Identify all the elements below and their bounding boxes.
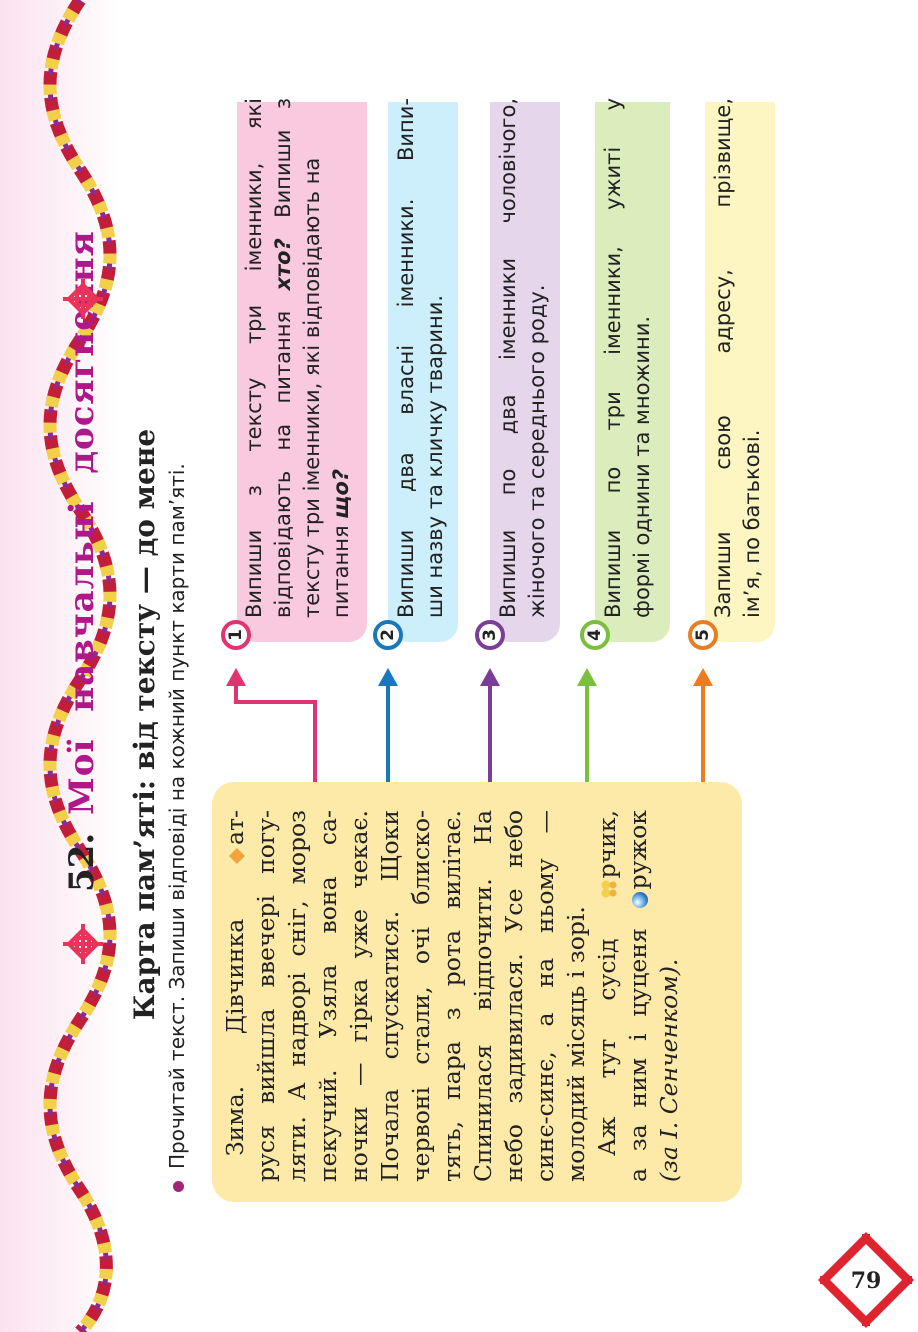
card-line-part: відповідають на питання bbox=[271, 290, 295, 618]
story-line: ляти. А надворі сніг, мороз bbox=[283, 810, 311, 1182]
page-number: 79 bbox=[850, 1268, 882, 1294]
lesson-title: Мої навчальні досягнення bbox=[62, 230, 102, 815]
story-line: синє-синє, а на ньому — bbox=[531, 810, 559, 1182]
card-line: Випиши по три іменники, ужиті у bbox=[601, 98, 625, 618]
card-number-5: 5 bbox=[688, 620, 718, 650]
arrowhead-2-icon bbox=[378, 668, 398, 686]
card-line: Випиши два власні іменники. Випи- bbox=[394, 98, 418, 618]
card-line: Випиши з тексту три іменники, які bbox=[242, 98, 266, 618]
story-line: пекучий. Узяла вона са- bbox=[314, 810, 342, 1182]
story-line: руся вийшла ввечері погу- bbox=[252, 810, 280, 1182]
card-line bbox=[327, 98, 356, 618]
card-2-text bbox=[392, 98, 450, 618]
story-line: молодий місяць і зорі. bbox=[562, 906, 590, 1182]
card-number-2: 2 bbox=[373, 620, 403, 650]
story-line: Почала спускатися. Щоки bbox=[376, 810, 404, 1182]
arrowhead-3-icon bbox=[480, 668, 500, 686]
card-line: ши назву та кличку тварини. bbox=[423, 294, 447, 618]
story-line-text: рчик, bbox=[593, 810, 621, 879]
card-line-part: питання bbox=[329, 518, 353, 618]
card-3-text bbox=[494, 98, 552, 618]
story-line: ночки — гірка уже чекає. bbox=[345, 810, 373, 1182]
card-number-3: 3 bbox=[475, 620, 505, 650]
instruction-text: Прочитай текст. Запиши відповіді на кожний пункт карти пам’яті. bbox=[165, 463, 189, 1169]
story-source-text: (за І. Сенченком). bbox=[655, 958, 683, 1182]
story-line: небо задивилася. Усе небо bbox=[500, 810, 528, 1182]
main-heading: Карта пам’яті: від тексту — до мене bbox=[128, 428, 161, 1020]
card-line: жіночого та середнього роду. bbox=[525, 284, 549, 618]
card-line-emphasis: хто? bbox=[271, 238, 295, 291]
arrowhead-5-icon bbox=[693, 668, 713, 686]
card-line: Запиши свою адресу, прізвище, bbox=[711, 98, 735, 618]
lesson-number: 52. bbox=[62, 832, 102, 892]
card-line: Випиши по два іменники чоловічого, bbox=[496, 98, 520, 618]
arrowhead-4-icon bbox=[577, 668, 597, 686]
card-1-text bbox=[240, 98, 356, 618]
card-line-emphasis: що? bbox=[329, 468, 353, 519]
card-line: тексту три іменники, які відповідають на bbox=[300, 157, 324, 618]
card-line-part: Випиши з bbox=[271, 98, 295, 239]
story-line: червоні стали, очі блиско- bbox=[407, 810, 435, 1182]
card-5-text bbox=[709, 98, 767, 618]
story-line: Спинилася відпочити. На bbox=[469, 810, 497, 1182]
story-line-text: ружок bbox=[624, 810, 652, 890]
story-line-text: ат- bbox=[221, 810, 249, 845]
card-line: формі однини та множини. bbox=[630, 315, 654, 618]
story-line: тять, пара з рота вилітає. bbox=[438, 810, 466, 1182]
connector-1 bbox=[236, 686, 315, 782]
story-line-text: Зима. Дівчинка bbox=[221, 866, 249, 1156]
card-number-1: 1 bbox=[221, 620, 251, 650]
card-line bbox=[269, 98, 298, 618]
story-line-text: а за ним і цуценя bbox=[624, 911, 652, 1182]
arrowhead-1-icon bbox=[226, 668, 246, 686]
card-number-4: 4 bbox=[580, 620, 610, 650]
card-4-text bbox=[599, 98, 657, 618]
card-line: ім’я, по батькові. bbox=[740, 429, 764, 618]
story-line-text: Аж тут сусід bbox=[593, 900, 621, 1156]
